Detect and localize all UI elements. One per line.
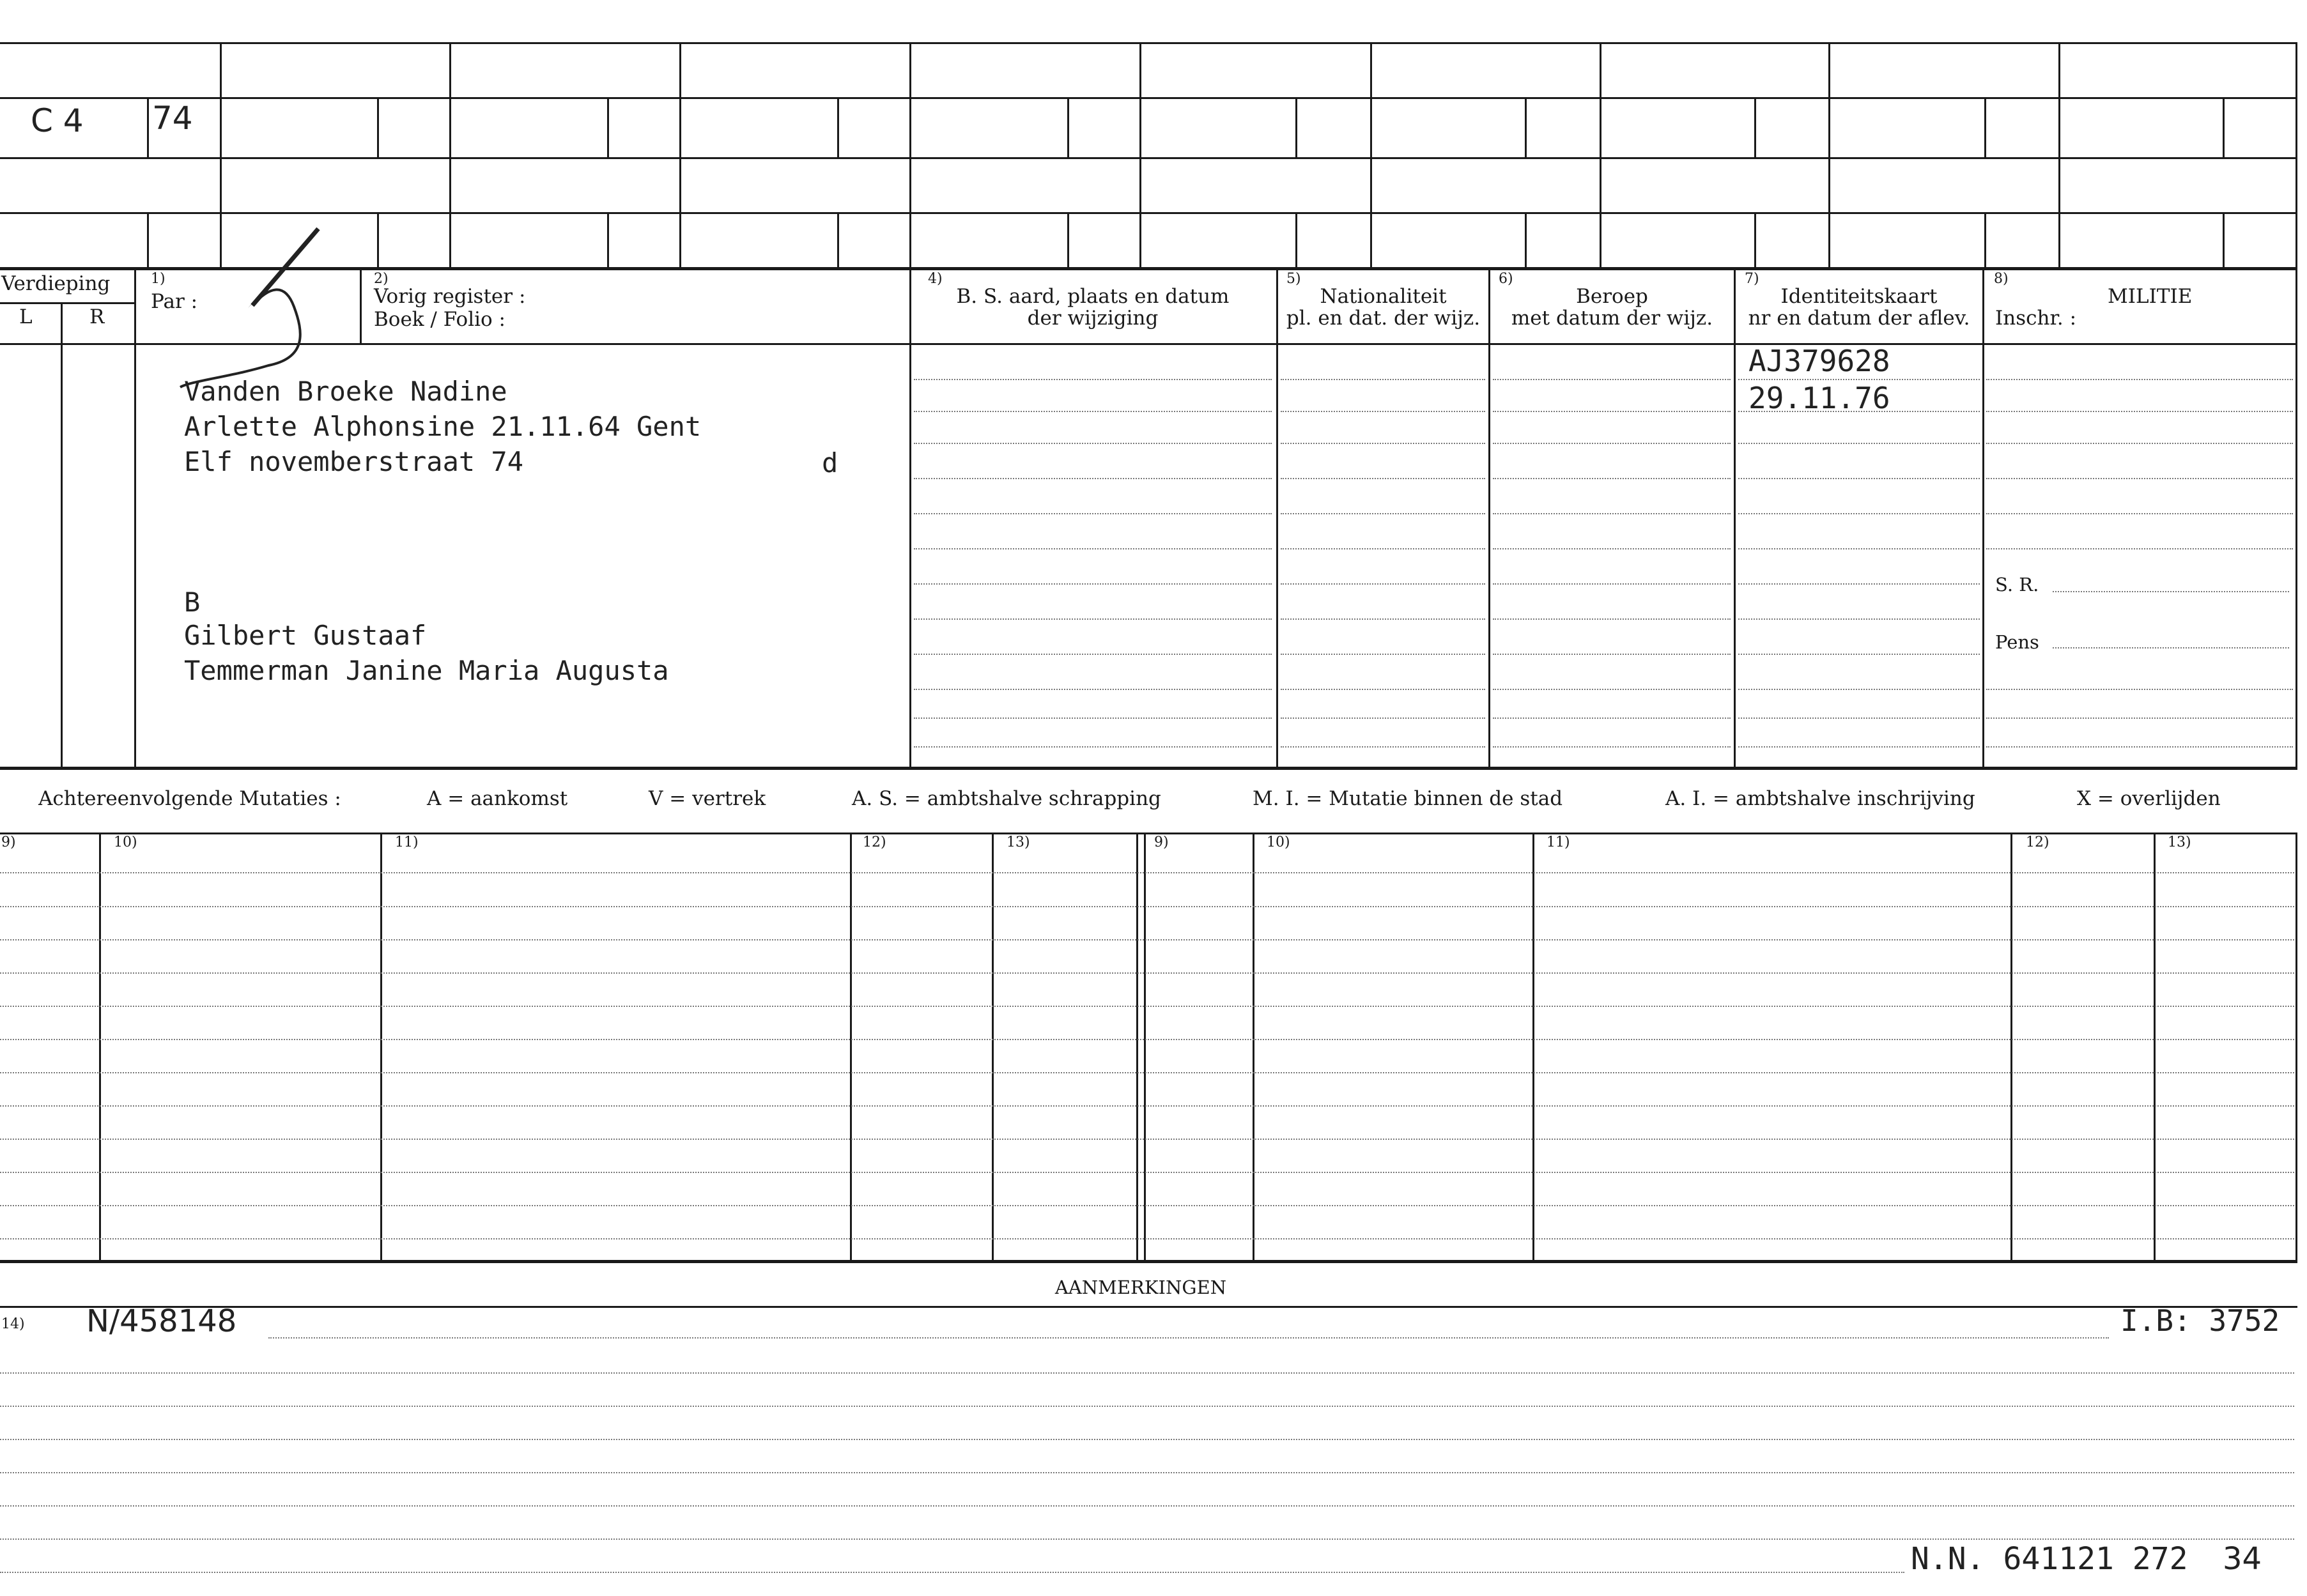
col6-label-1: Beroep bbox=[1576, 285, 1648, 308]
row-code: C 4 bbox=[31, 102, 84, 139]
mutations-title: Achtereenvolgende Mutaties : bbox=[38, 787, 341, 810]
mut-col-11: 11) bbox=[395, 834, 419, 850]
col7-label-1: Identiteitskaart bbox=[1780, 285, 1938, 308]
col5-label-2: pl. en dat. der wijz. bbox=[1286, 307, 1481, 330]
mut-col-13-right: 13) bbox=[2168, 834, 2191, 850]
grid-line bbox=[1144, 834, 1146, 1260]
col4-label-1: B. S. aard, plaats en datum bbox=[956, 285, 1230, 308]
legend-v: V = vertrek bbox=[649, 787, 766, 810]
mut-col-11-right: 11) bbox=[1547, 834, 1570, 850]
col7-label-2: nr en datum der aflev. bbox=[1748, 307, 1970, 330]
legend-a: A = aankomst bbox=[427, 787, 568, 810]
col1-label: Par : bbox=[151, 290, 198, 313]
col2-label-1: Vorig register : bbox=[374, 285, 526, 308]
col5-number: 5) bbox=[1286, 271, 1301, 287]
mut-col-9: 9) bbox=[1, 834, 16, 850]
legend-mi: M. I. = Mutatie binnen de stad bbox=[1253, 787, 1563, 810]
col1-number: 1) bbox=[151, 271, 166, 287]
col2-label-2: Boek / Folio : bbox=[374, 308, 505, 331]
grid-line bbox=[2295, 834, 2297, 1260]
grid-line bbox=[380, 834, 382, 1260]
record-address-mark: d bbox=[822, 447, 838, 479]
record-name: Vanden Broeke Nadine bbox=[184, 376, 507, 407]
col6-number: 6) bbox=[1499, 271, 1513, 287]
floor-label: Verdieping bbox=[1, 272, 111, 295]
remarks-entry: N/458148 bbox=[86, 1303, 237, 1339]
remarks-title: AANMERKINGEN bbox=[1054, 1277, 1227, 1298]
col5-label-1: Nationaliteit bbox=[1320, 285, 1447, 308]
record-father: Gilbert Gustaaf bbox=[184, 620, 427, 651]
grid-line bbox=[1253, 834, 1254, 1260]
col6-label-2: met datum der wijz. bbox=[1511, 307, 1713, 330]
row-number: 74 bbox=[152, 100, 193, 137]
mutations-top-line bbox=[0, 833, 2297, 834]
grid-line bbox=[2154, 834, 2156, 1260]
col2-number: 2) bbox=[374, 271, 389, 287]
col4-number: 4) bbox=[928, 271, 943, 287]
col8-title: MILITIE bbox=[2108, 285, 2193, 308]
record-mother: Temmerman Janine Maria Augusta bbox=[184, 655, 669, 686]
remarks-number: 14) bbox=[1, 1316, 25, 1332]
col8-number: 8) bbox=[1994, 271, 2009, 287]
remarks-top-line bbox=[0, 1306, 2297, 1308]
mut-col-10-right: 10) bbox=[1267, 834, 1290, 850]
mut-col-12: 12) bbox=[863, 834, 886, 850]
floor-right-label: R bbox=[89, 305, 105, 328]
legend-x: X = overlijden bbox=[2077, 787, 2221, 810]
col8-pens-label: Pens bbox=[1995, 631, 2039, 653]
mut-col-10: 10) bbox=[114, 834, 137, 850]
nn-number: N.N. 641121 272 bbox=[1911, 1541, 2188, 1577]
floor-left-label: L bbox=[19, 305, 33, 328]
nn-suffix: 34 bbox=[2223, 1541, 2262, 1577]
record-given-names: Arlette Alphonsine 21.11.64 Gent bbox=[184, 411, 702, 442]
mut-col-12-right: 12) bbox=[2026, 834, 2049, 850]
grid-line bbox=[2010, 834, 2012, 1260]
mut-col-13: 13) bbox=[1007, 834, 1030, 850]
grid-line bbox=[99, 834, 101, 1260]
legend-ai: A. I. = ambtshalve inschrijving bbox=[1665, 787, 1975, 810]
record-address: Elf novemberstraat 74 bbox=[184, 446, 524, 477]
mut-col-9-right: 9) bbox=[1154, 834, 1169, 850]
grid-line bbox=[1532, 834, 1534, 1260]
grid-line bbox=[1136, 834, 1138, 1260]
grid-line bbox=[850, 834, 852, 1260]
grid-line bbox=[992, 834, 994, 1260]
record-code-b: B bbox=[184, 587, 201, 618]
col4-label-2: der wijziging bbox=[1027, 307, 1159, 330]
ib-number: I.B: 3752 bbox=[2120, 1303, 2280, 1338]
col8-inschr-label: Inschr. : bbox=[1995, 307, 2077, 330]
mutations-bottom-line bbox=[0, 1260, 2297, 1263]
legend-as: A. S. = ambtshalve schrapping bbox=[852, 787, 1161, 810]
col7-number: 7) bbox=[1745, 271, 1759, 287]
id-card-date: 29.11.76 bbox=[1748, 381, 1890, 415]
col8-sr-label: S. R. bbox=[1995, 574, 2039, 595]
id-card-number: AJ379628 bbox=[1748, 344, 1890, 378]
